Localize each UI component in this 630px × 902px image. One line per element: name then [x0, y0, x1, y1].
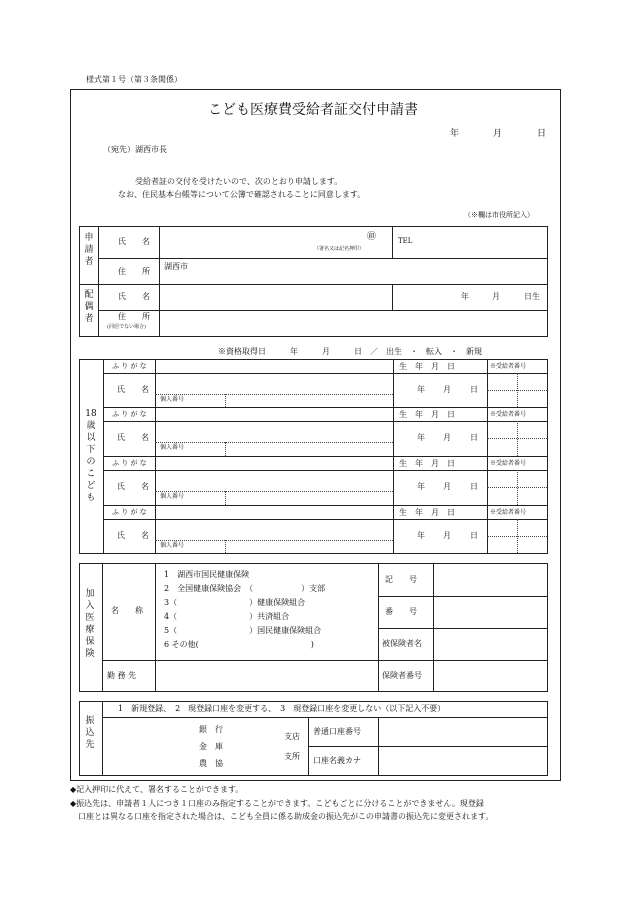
child-mynumber-label: 個人番号 — [160, 493, 185, 500]
account-kana-label: 口座名義カナ — [313, 756, 361, 765]
child-furigana-label: ふ り が な — [112, 508, 147, 516]
spouse-birth-day: 日生 — [524, 292, 540, 301]
child-birth-label: 生 年 月 日 — [399, 362, 455, 371]
bank-section-label: 振込先 — [85, 716, 95, 750]
child-birth-month: 月 — [443, 433, 451, 442]
form-id: 様式第１号（第３条関係） — [86, 75, 182, 84]
bank-type-shinkin: 金 庫 — [199, 742, 223, 751]
insurance-name-label: 名 称 — [111, 606, 143, 615]
branch-label-2: 支所 — [284, 752, 300, 761]
children-section-label: 18歳以下のこども — [85, 409, 97, 503]
bank-type-noukyo: 農 協 — [199, 759, 223, 768]
child-birth-month: 月 — [443, 385, 451, 394]
child-birth-year: 年 — [417, 385, 425, 394]
intro-line-2: なお、住民基本台帳等について公簿で確認されることに同意します。 — [118, 190, 366, 199]
bank-type-bank: 銀 行 — [199, 725, 223, 734]
child-birth-month: 月 — [443, 482, 451, 491]
date-day: 日 — [537, 129, 547, 139]
insurance-option: 2 全国健康保険協会 （ ）支部 — [164, 584, 326, 593]
page-title: こども医療費受給者証交付申請書 — [208, 102, 418, 118]
child-birth-year: 年 — [417, 531, 425, 540]
child-recipient-no-label: ※受給者番号 — [490, 411, 527, 418]
child-birth-label: 生 年 月 日 — [399, 410, 455, 419]
office-note: （※欄は市役所記入） — [464, 211, 534, 219]
spouse-birth-year: 年 — [461, 292, 469, 301]
insurance-symbol-label: 記 号 — [385, 575, 417, 584]
applicant-name-label: 氏 名 — [118, 237, 150, 246]
child-recipient-no-label: ※受給者番号 — [490, 460, 527, 467]
insurance-number-label: 番 号 — [385, 607, 417, 616]
bank-choices: 1 新規登録、 2 現登録口座を変更する、 3 現登録口座を変更しない（以下記入不要） — [118, 704, 446, 713]
applicant-address-label: 住 所 — [118, 267, 150, 276]
child-birth-year: 年 — [417, 433, 425, 442]
child-birth-day: 日 — [470, 433, 478, 442]
child-name-label: 氏 名 — [117, 482, 149, 491]
insured-name-label: 被保険者名 — [382, 639, 422, 648]
child-name-label: 氏 名 — [117, 433, 149, 442]
account-number-label: 普通口座番号 — [313, 727, 361, 736]
child-mynumber-label: 個人番号 — [160, 396, 185, 403]
child-furigana-label: ふ り が な — [112, 410, 147, 418]
child-mynumber-label: 個人番号 — [160, 542, 185, 549]
intro-line-1: 受給者証の交付を受けたいので、次のとおり申請します。 — [135, 177, 343, 186]
date-month: 月 — [493, 129, 503, 139]
child-furigana-label: ふ り が な — [112, 459, 147, 467]
child-recipient-no-label: ※受給者番号 — [490, 509, 527, 516]
child-birth-year: 年 — [417, 482, 425, 491]
branch-label-1: 支店 — [284, 732, 300, 741]
spouse-section-label: 配偶者 — [84, 290, 94, 324]
note-2: ◆振込先は、申請者１人につき１口座のみ指定することができます。こどもごとに分けることができません。現登録 — [70, 799, 484, 808]
note-1: ◆記入押印に代えて、署名することができます。 — [70, 785, 244, 794]
insurance-option: 3（ ）健康保険組合 — [164, 598, 306, 607]
tel-label: TEL — [398, 237, 413, 245]
applicant-section-label: 申請者 — [84, 233, 94, 267]
qualification-date-line: ※資格取得日 年 月 日 ／ 出生 ・ 転入 ・ 新規 — [218, 347, 482, 356]
workplace-label: 勤 務 先 — [107, 671, 137, 680]
frame-bottom — [70, 780, 561, 781]
applicant-address-value: 湖西市 — [164, 262, 188, 271]
frame-top — [70, 89, 561, 90]
seal-mark: ㊞ — [367, 232, 377, 242]
spouse-birth-month: 月 — [492, 292, 500, 301]
note-3: 口座とは異なる口座を指定された場合は、こども全員に係る助成金の振込先がこの申請書の振込先に変更されます。 — [70, 812, 494, 821]
addressee: （宛先）湖西市長 — [103, 145, 167, 154]
spouse-address-note: (同居でない場合) — [107, 324, 146, 330]
child-furigana-label: ふ り が な — [112, 362, 147, 370]
frame-right — [560, 89, 561, 780]
seal-note: （署名又は記名押印） — [314, 246, 365, 252]
insurance-option: 6 その他( ) — [164, 640, 314, 649]
spouse-name-label: 氏 名 — [118, 292, 150, 301]
child-birth-label: 生 年 月 日 — [399, 459, 455, 468]
spouse-address-label: 住 所 — [118, 312, 150, 321]
date-year: 年 — [450, 129, 460, 139]
insurance-option: 4（ ）共済組合 — [164, 612, 290, 621]
child-mynumber-label: 個人番号 — [160, 444, 185, 451]
insurance-option: 1 湖西市国民健康保険 — [164, 570, 250, 579]
child-birth-month: 月 — [443, 531, 451, 540]
child-name-label: 氏 名 — [117, 385, 149, 394]
insurer-number-label: 保険者番号 — [382, 671, 422, 680]
child-birth-label: 生 年 月 日 — [399, 508, 455, 517]
insurance-option: 5（ ）国民健康保険組合 — [164, 626, 322, 635]
child-birth-day: 日 — [470, 531, 478, 540]
child-name-label: 氏 名 — [117, 531, 149, 540]
child-birth-day: 日 — [470, 385, 478, 394]
child-recipient-no-label: ※受給者番号 — [490, 363, 527, 370]
insurance-section-label: 加入医療保険 — [85, 589, 95, 659]
frame-left — [70, 89, 71, 780]
child-birth-day: 日 — [470, 482, 478, 491]
